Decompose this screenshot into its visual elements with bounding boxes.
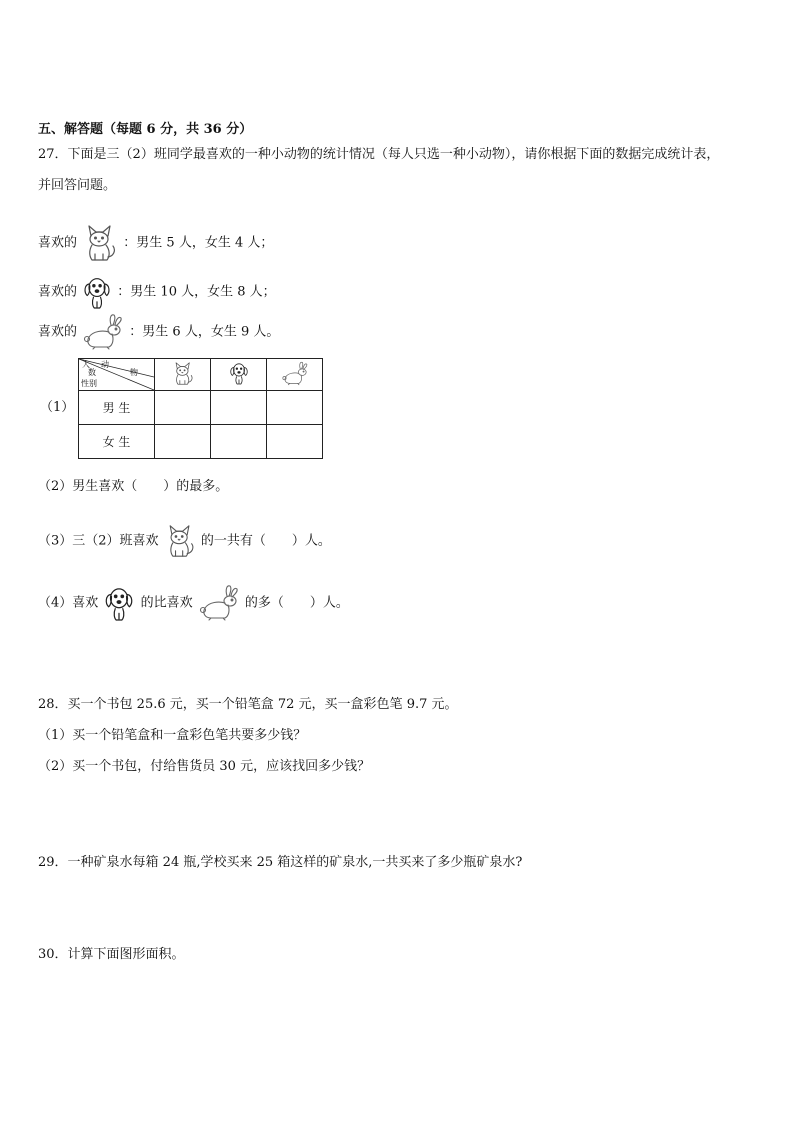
q27-dog-line (38, 273, 276, 311)
q27-sub2: （2）男生喜欢（ ）的最多。 (38, 479, 229, 494)
q27-rabbit-suffix: ：男生 6 人，女生 9 人。 (129, 324, 280, 340)
q27-cat-suffix: ：男生 5 人，女生 4 人； (123, 235, 274, 251)
q27-sub4-c: 的多（ ）人。 (244, 595, 349, 611)
cat-icon (171, 360, 195, 387)
table-cell-input[interactable] (267, 425, 323, 459)
rabbit-icon (280, 361, 310, 386)
table-cell-input[interactable] (211, 425, 267, 459)
q27-sub3-a: （3）三（2）班喜欢 (38, 533, 159, 549)
statistics-table (78, 358, 323, 459)
q27-sub4-b: 的比喜欢 (140, 595, 193, 611)
q27-cat-prefix: 喜欢的 (38, 235, 78, 251)
q29-text: 29．一种矿泉水每箱 24 瓶,学校买来 25 箱这样的矿泉水,一共买来了多少瓶矿泉水? (38, 855, 523, 870)
q27-table-label: （1） (40, 400, 75, 415)
section-title: 五、解答题（每题 6 分，共 36 分） (38, 122, 253, 137)
q27-text-line2: 并回答问题。 (38, 178, 117, 193)
row-label-girls: 女 生 (79, 425, 155, 459)
q28-sub1: （1）买一个铅笔盒和一盒彩色笔共要多少钱？ (38, 728, 307, 743)
cat-icon (163, 521, 197, 561)
q28-sub2: （2）买一个书包，付给售货员 30 元，应该找回多少钱？ (38, 759, 371, 774)
q30-text: 30．计算下面图形面积。 (38, 947, 185, 962)
header-mid2: 物 (130, 368, 138, 377)
header-bottom: 性别 (81, 379, 97, 388)
table-cell-input[interactable] (211, 391, 267, 425)
q27-sub4-line (38, 583, 349, 623)
q27-sub3-b: 的一共有（ ）人。 (200, 533, 331, 549)
header-mid1: 数 (88, 368, 96, 377)
table-col-cat (155, 359, 211, 391)
table-cell-input[interactable] (155, 425, 211, 459)
q27-dog-prefix: 喜欢的 (38, 284, 78, 300)
rabbit-icon (197, 584, 241, 622)
q27-rabbit-line (38, 313, 279, 351)
dog-icon (102, 583, 136, 623)
table-header-diagonal (79, 359, 155, 391)
table-cell-input[interactable] (155, 391, 211, 425)
header-top2: 动 (101, 360, 109, 369)
table-cell-input[interactable] (267, 391, 323, 425)
table-col-rabbit (267, 359, 323, 391)
q27-sub4-a: （4）喜欢 (38, 595, 99, 611)
q27-rabbit-prefix: 喜欢的 (38, 324, 78, 340)
dog-icon (228, 360, 250, 386)
rabbit-icon (81, 313, 125, 351)
q28-text: 28．买一个书包 25.6 元，买一个铅笔盒 72 元，买一盒彩色笔 9.7 元。 (38, 697, 458, 712)
table-col-dog (211, 359, 267, 391)
q27-dog-suffix: ：男生 10 人，女生 8 人； (117, 284, 276, 300)
cat-icon (81, 222, 119, 264)
dog-icon (81, 273, 113, 311)
row-label-boys: 男 生 (79, 391, 155, 425)
q27-cat-line (38, 222, 273, 264)
q27-sub3-line (38, 521, 331, 561)
q27-text-line1: 27．下面是三（2）班同学最喜欢的一种小动物的统计情况（每人只选一种小动物），请你根据下面的数据完成统计表， (38, 147, 720, 162)
header-top1: 人 (82, 360, 90, 369)
